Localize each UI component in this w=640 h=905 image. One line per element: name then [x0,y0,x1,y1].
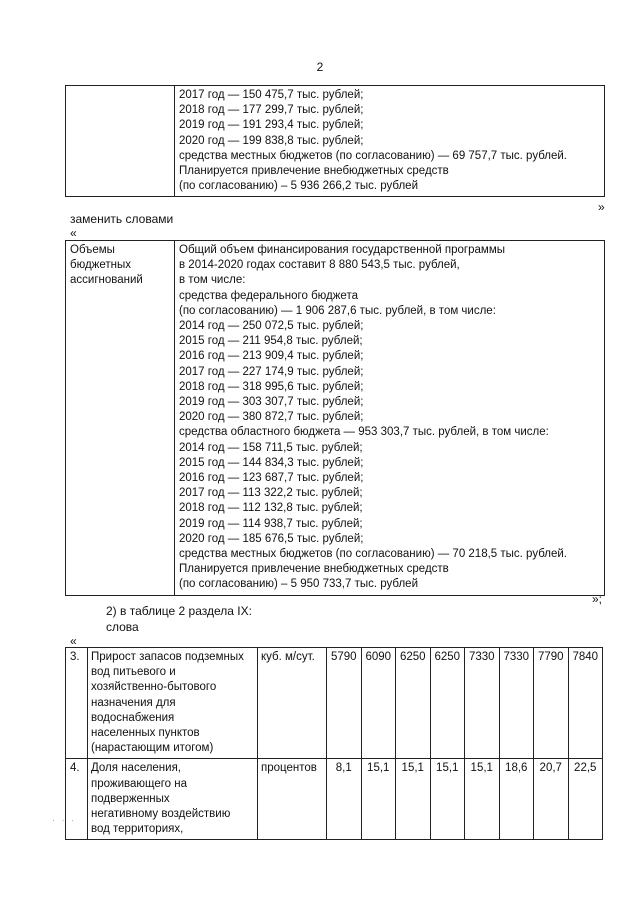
budget-line: средства местных бюджетов (по согласованию) — 70 218,5 тыс. рублей. [179,548,567,561]
budget-line: 2018 год — 112 132,8 тыс. рублей; [179,502,363,515]
budget-table [65,240,605,596]
budget-content-cell [175,241,605,596]
row-number: 4. [66,759,88,840]
indicator-value: 20,7 [534,759,569,840]
scan-marks: · · · [52,815,76,825]
budget-line: 2017 год — 113 322,2 тыс. рублей; [179,487,363,500]
page-number: 2 [316,60,324,74]
top-table-label-cell [66,86,175,197]
indicator-name-line: назначения для [91,696,176,709]
indicator-name-line: (нарастающим итогом) [91,742,214,755]
indicator-unit: процентов [258,759,327,840]
table-row [66,759,603,840]
indicator-name-line: населенных пунктов [91,727,200,740]
budget-label-line: ассигнований [70,274,143,287]
top-table-line: 2017 год — 150 475,7 тыс. рублей; [179,89,364,101]
top-table-content-cell [175,86,605,197]
budget-line: средства федерального бюджета [179,289,358,302]
budget-line: 2019 год — 303 307,7 тыс. рублей; [179,396,364,409]
indicator-value: 6250 [430,648,465,759]
budget-label-line: бюджетных [70,259,132,272]
top-table [65,85,605,197]
indicator-value: 15,1 [361,759,396,840]
item-2-text: 2) в таблице 2 раздела IX: [106,604,252,618]
indicator-name-line: Доля населения, [91,762,182,775]
budget-line: 2014 год — 250 072,5 тыс. рублей; [179,320,364,333]
indicator-name-line: вод территориях, [91,823,184,836]
budget-line: 2017 год — 227 174,9 тыс. рублей; [179,365,364,378]
budget-line: 2016 год — 123 687,7 тыс. рублей; [179,472,364,485]
top-table-line: (по согласованию) – 5 936 266,2 тыс. рублей [179,180,419,193]
budget-line: 2015 год — 211 954,8 тыс. рублей; [179,335,363,348]
indicator-value: 7790 [534,648,569,759]
budget-line: Общий объем финансирования государственной программы [179,244,505,256]
budget-line: 2020 год — 185 676,5 тыс. рублей; [179,532,364,545]
indicator-value: 18,6 [499,759,534,840]
budget-line: в том числе: [179,274,246,287]
indicator-value: 22,5 [568,759,603,840]
budget-line: 2016 год — 213 909,4 тыс. рублей; [179,350,364,363]
budget-line: 2019 год — 114 938,7 тыс. рублей; [179,517,363,530]
indicator-value: 15,1 [430,759,465,840]
indicator-value: 5790 [327,648,362,759]
indicators-table [65,647,603,840]
top-table-line: Планируется привлечение внебюджетных средств [179,165,449,178]
open-quote-2: « [70,634,77,648]
indicator-name-line: хозяйственно-бытового [91,681,217,694]
indicator-name-line: водоснабжения [91,711,175,724]
indicator-name-line: проживающего на [91,777,188,790]
top-table-line: средства местных бюджетов (по согласованию) — 69 757,7 тыс. рублей. [179,149,567,162]
indicator-value: 7330 [499,648,534,759]
close-quote-1: » [598,200,605,214]
top-table-line: 2018 год — 177 299,7 тыс. рублей; [179,104,364,117]
indicator-value: 8,1 [327,759,362,840]
row-number: 3. [66,648,88,759]
budget-label-line: Объемы [70,244,115,256]
budget-label-cell [66,241,175,596]
budget-line: средства областного бюджета — 953 303,7 тыс. рублей, в том числе: [179,426,549,439]
open-quote-1: « [70,226,77,240]
indicator-name-line: Прирост запасов подземных [91,651,244,663]
indicator-name [88,648,258,759]
indicator-name-line: негативному воздействию [91,808,231,821]
top-table-line: 2019 год — 191 293,4 тыс. рублей; [179,119,364,132]
budget-line: (по согласованию) — 1 906 287,6 тыс. рублей, в том числе: [179,304,496,317]
budget-line: 2015 год — 144 834,3 тыс. рублей; [179,456,364,469]
top-table-line: 2020 год — 199 838,8 тыс. рублей; [179,134,364,147]
budget-line: 2018 год — 318 995,6 тыс. рублей; [179,380,364,393]
indicator-value: 15,1 [396,759,431,840]
replace-phrase: заменить словами [70,212,174,226]
indicator-unit: куб. м/сут. [258,648,327,759]
indicator-name-line: подверженных [91,792,170,805]
budget-line: (по согласованию) – 5 950 733,7 тыс. рублей [179,578,419,591]
indicator-value: 15,1 [465,759,500,840]
indicator-value: 6090 [361,648,396,759]
indicator-value: 7840 [568,648,603,759]
indicator-name-line: вод питьевого и [91,666,176,679]
indicator-value: 7330 [465,648,500,759]
words-text: слова [106,620,139,634]
budget-line: 2020 год — 380 872,7 тыс. рублей; [179,411,364,424]
indicator-value: 6250 [396,648,431,759]
budget-line: Планируется привлечение внебюджетных средств [179,563,449,576]
budget-line: в 2014-2020 годах составит 8 880 543,5 тыс. рублей, [179,259,460,272]
table-row [66,648,603,759]
indicator-name [88,759,258,840]
close-quote-2: »; [592,592,603,606]
budget-line: 2014 год — 158 711,5 тыс. рублей; [179,441,363,454]
